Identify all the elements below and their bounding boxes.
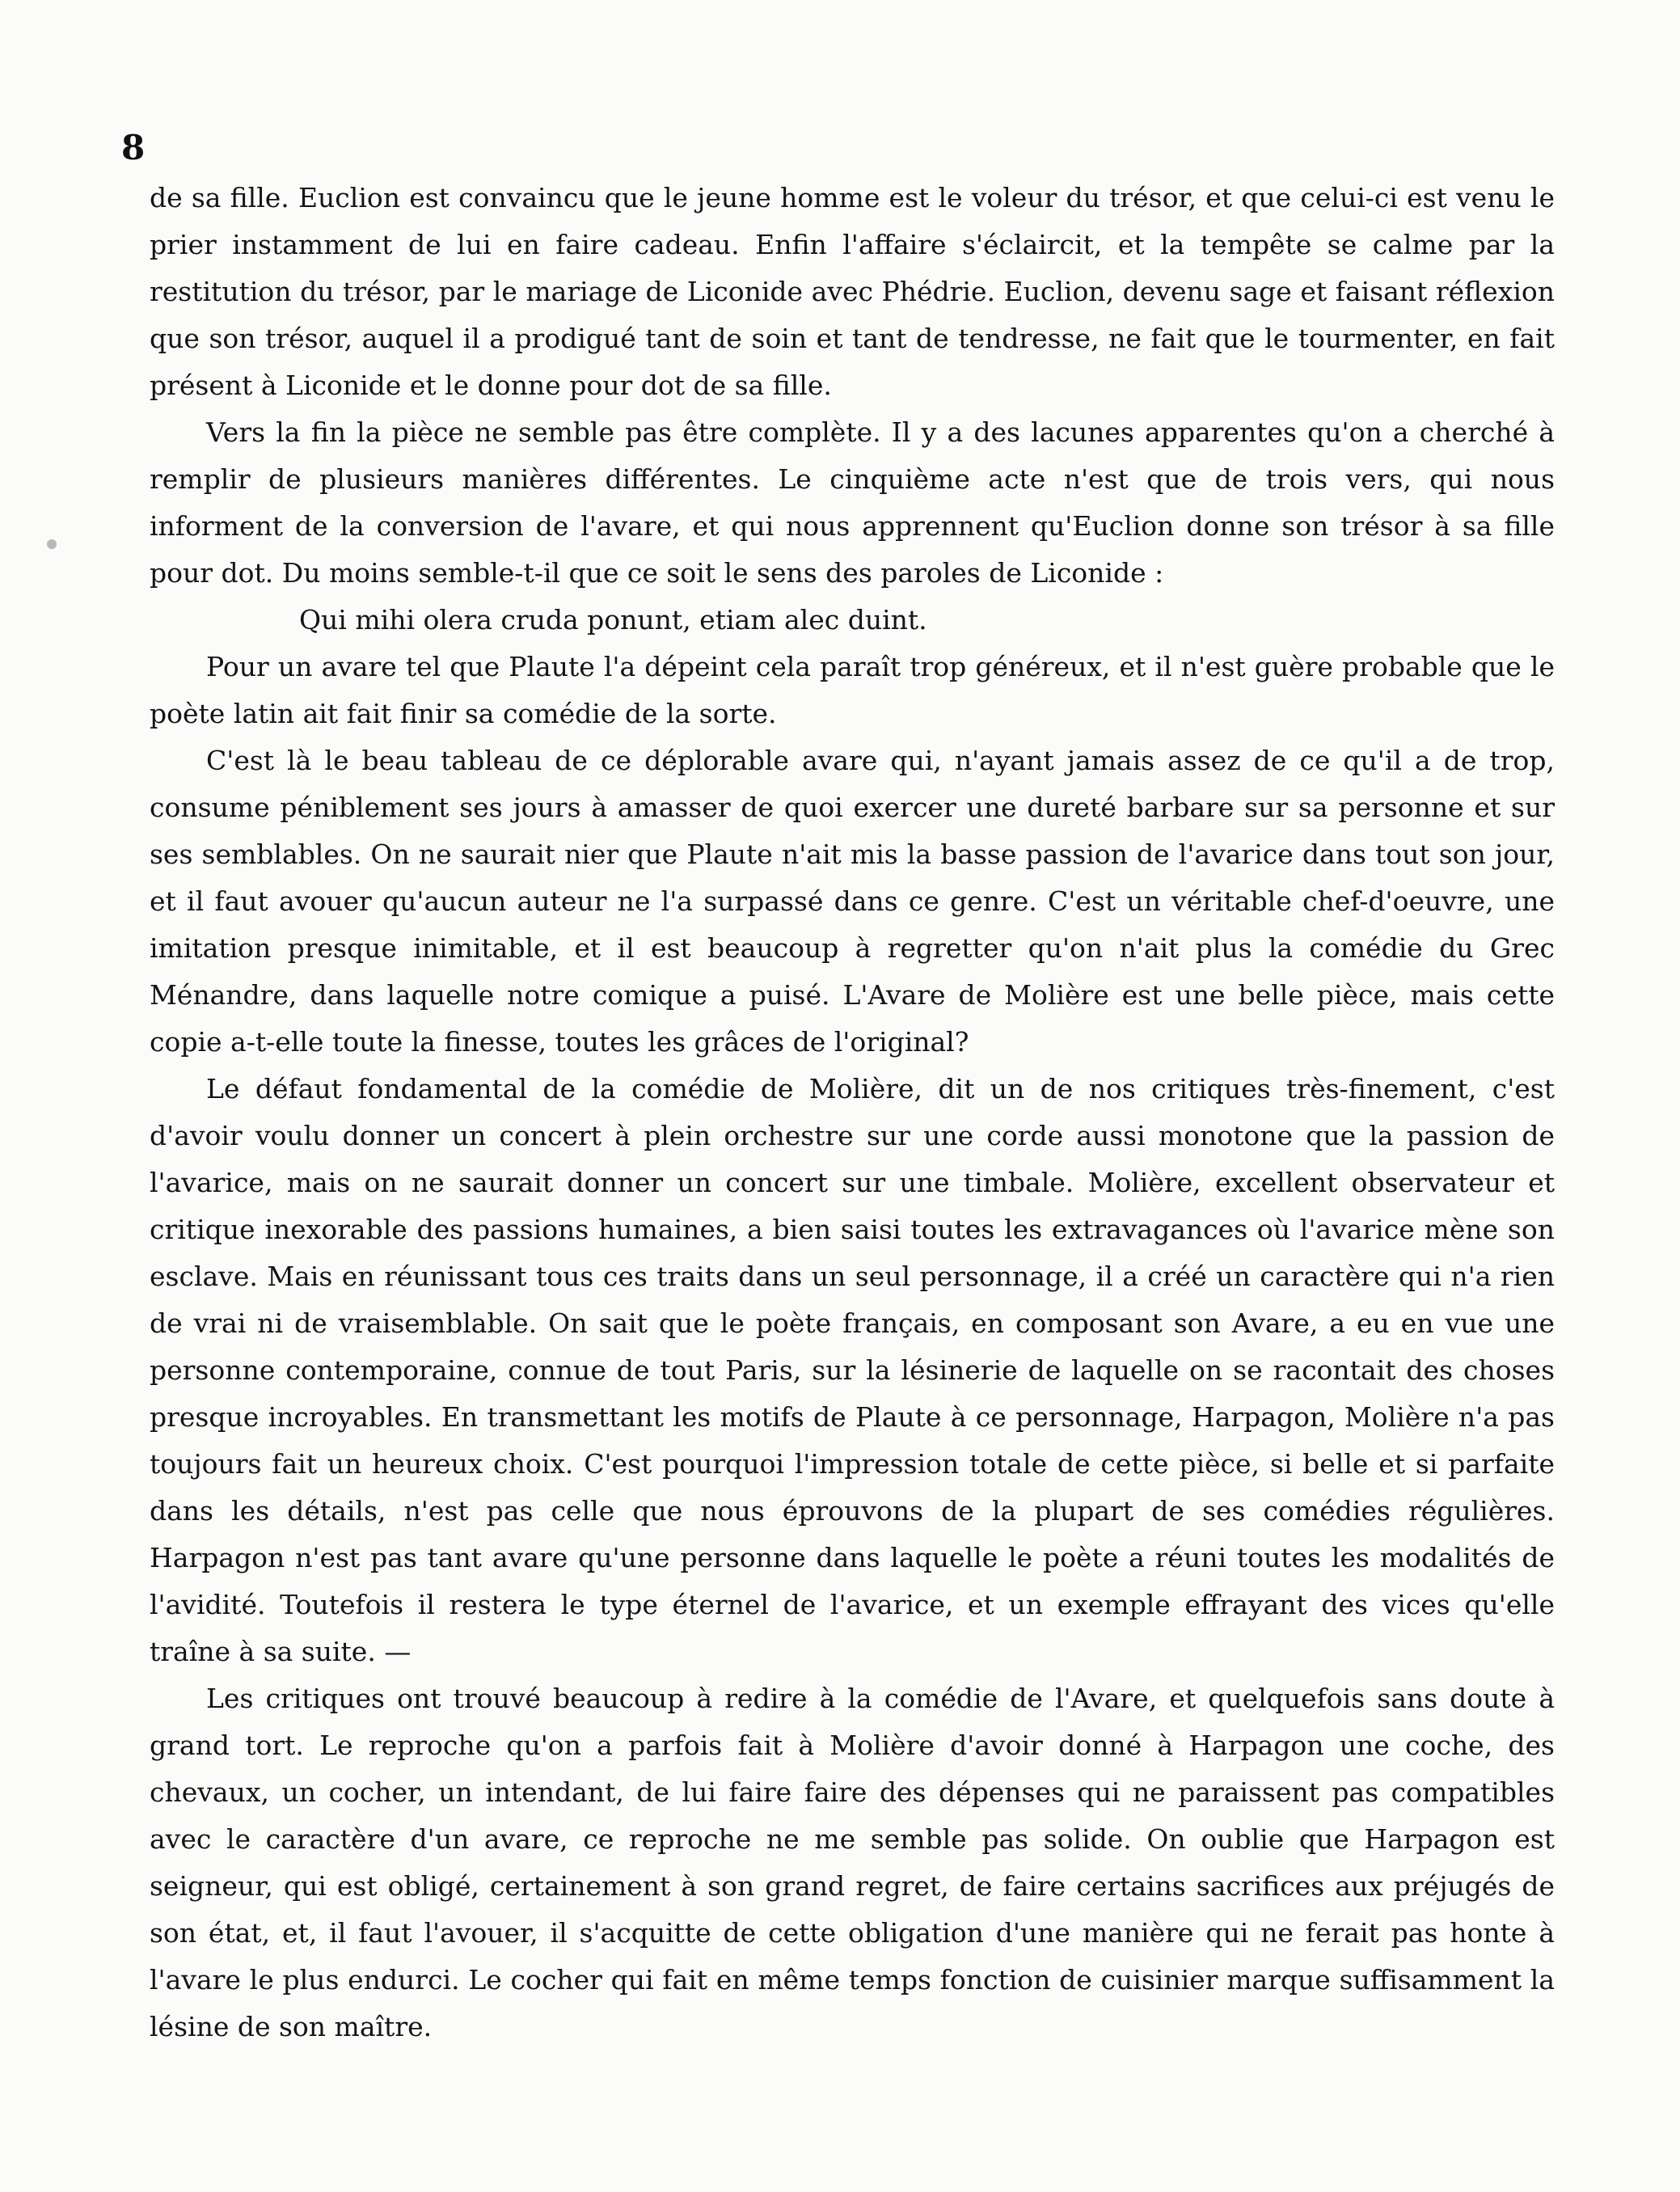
- paragraph: C'est là le beau tableau de ce déplorable avare qui, n'ayant jamais assez de ce qu'il a de trop, consume péniblement ses jours à amasser de quoi exercer une dureté barbare sur sa personne et sur ses semblables. On ne saurait nier que Plaute n'ait mis la basse passion de l'avarice dans tout son jour, et il faut avouer qu'aucun auteur ne l'a surpassé dans ce genre. C'est un véritable chef-d'oeuvre, une imitation presque inimitable, et il est beaucoup à regretter qu'on n'ait plus la comédie du Grec Ménandre, dans laquelle notre comique a puisé. L'Avare de Molière est une belle pièce, mais cette copie a-t-elle toute la finesse, toutes les grâces de l'original?: [150, 745, 1555, 1058]
- paragraph: Vers la fin la pièce ne semble pas être complète. Il y a des lacunes apparentes qu'on a cherché à remplir de plusieurs manières différentes. Le cinquième acte n'est que de trois vers, qui nous informent de la conversion de l'avare, et qui nous apprennent qu'Euclion donne son trésor à sa fille pour dot. Du moins semble-t-il que ce soit le sens des paroles de Liconide :: [150, 416, 1555, 589]
- paragraph: Pour un avare tel que Plaute l'a dépeint cela paraît trop généreux, et il n'est guère probable que le poète latin ait fait finir sa comédie de la sorte.: [150, 651, 1555, 729]
- body-text: [150, 175, 1555, 2051]
- scan-speck: [47, 539, 57, 549]
- paragraph: Le défaut fondamental de la comédie de Molière, dit un de nos critiques très-finement, c'est d'avoir voulu donner un concert à plein orchestre sur une corde aussi monotone que la passion de l'avarice, mais on ne saurait donner un concert sur une timbale. Molière, excellent observateur et critique inexorable des passions humaines, a bien saisi toutes les extravagances où l'avarice mène son esclave. Mais en réunissant tous ces traits dans un seul personnage, il a créé un caractère qui n'a rien de vrai ni de vraisemblable. On sait que le poète français, en composant son Avare, a eu en vue une personne contemporaine, connue de tout Paris, sur la lésinerie de laquelle on se racontait des choses presque incroyables. En transmettant les motifs de Plaute à ce personnage, Harpagon, Molière n'a pas toujours fait un heureux choix. C'est pourquoi l'impression totale de cette pièce, si belle et si parfaite dans les détails, n'est pas celle que nous éprouvons de la plupart de ses comédies régulières. Harpagon n'est pas tant avare qu'une personne dans laquelle le poète a réuni toutes les modalités de l'avidité. Toutefois il restera le type éternel de l'avarice, et un exemple effrayant des vices qu'elle traîne à sa suite. —: [150, 1073, 1555, 1667]
- latin-quote: Qui mihi olera cruda ponunt, etiam alec duint.: [299, 604, 927, 636]
- paragraph: Les critiques ont trouvé beaucoup à redire à la comédie de l'Avare, et quelquefois sans doute à grand tort. Le reproche qu'on a parfois fait à Molière d'avoir donné à Harpagon une coche, des chevaux, un cocher, un intendant, de lui faire faire des dépenses qui ne paraissent pas compatibles avec le caractère d'un avare, ce reproche ne me semble pas solide. On oublie que Harpagon est seigneur, qui est obligé, certainement à son grand regret, de faire certains sacrifices aux préjugés de son état, et, il faut l'avouer, il s'acquitte de cette obligation d'une manière qui ne ferait pas honte à l'avare le plus endurci. Le cocher qui fait en même temps fonction de cuisinier marque suffisamment la lésine de son maître.: [150, 1683, 1555, 2042]
- page-number: 8: [121, 128, 146, 167]
- paragraph: de sa fille. Euclion est convaincu que le jeune homme est le voleur du trésor, et que celui-ci est venu le prier instamment de lui en faire cadeau. Enfin l'affaire s'éclaircit, et la tempête se calme par la restitution du trésor, par le mariage de Liconide avec Phédrie. Euclion, devenu sage et faisant réflexion que son trésor, auquel il a prodigué tant de soin et tant de tendresse, ne fait que le tourmenter, en fait présent à Liconide et le donne pour dot de sa fille.: [150, 182, 1555, 401]
